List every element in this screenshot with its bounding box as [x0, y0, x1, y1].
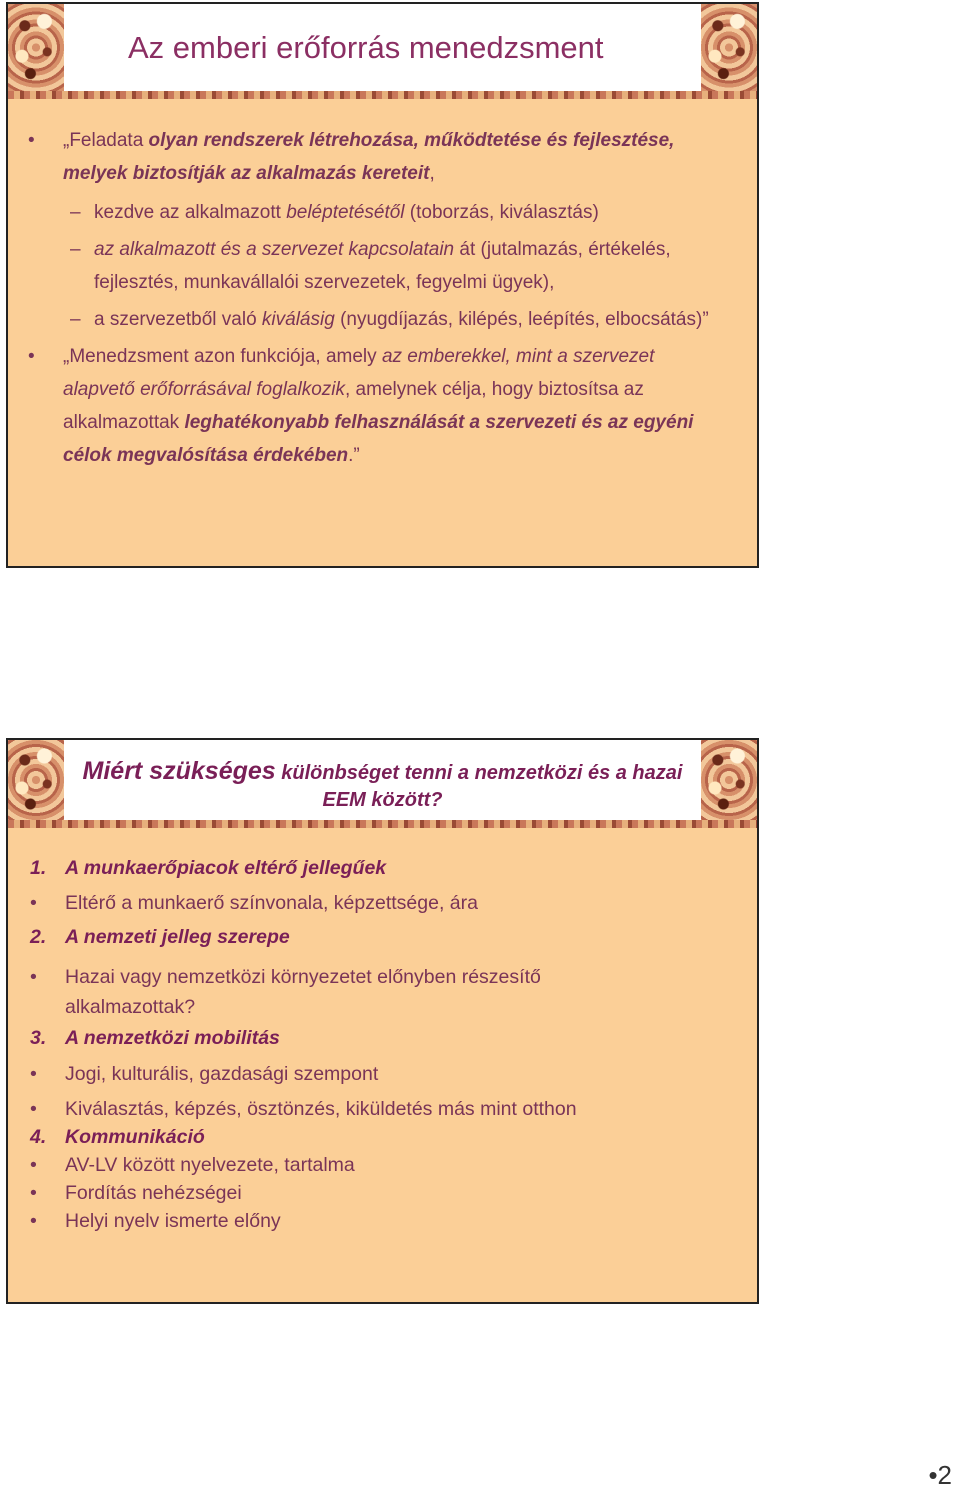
bullet-marker: • — [30, 892, 37, 914]
sub-text: kezdve az alkalmazott — [94, 202, 287, 223]
heading-text: A munkaerőpiacok eltérő jellegűek — [65, 857, 387, 879]
slide-2-title — [64, 758, 701, 814]
sub-text: át (jutalmazás, értékelés, fejlesztés, munkavállalói szervezetek, fegyelmi ügyek), — [94, 239, 671, 293]
sub-text-emphasis: beléptetésétől — [286, 202, 405, 223]
number-marker: 2. — [30, 926, 47, 948]
bullet-marker: • — [30, 1182, 37, 1204]
bullet-text-strong: leghatékonyabb felhasználását a szervezeti és az egyéni célok megvalósítása érdekében — [63, 412, 694, 466]
bullet-text: Hazai vagy nemzetközi környezetet előnyben részesítő alkalmazottak? — [65, 966, 541, 1018]
bullet-text: Eltérő a munkaerő színvonala, képzettsége, ára — [65, 892, 478, 914]
slide-1-header — [8, 4, 757, 99]
bullet-text: Jogi, kulturális, gazdasági szempont — [65, 1063, 379, 1085]
bullet-text-emphasis: olyan rendszerek létrehozása, működtetése és fejlesztése, melyek biztosítják az alkalmazás kereteit — [63, 130, 675, 184]
decorative-pattern-right — [701, 740, 757, 820]
bullet-marker: • — [30, 1210, 37, 1232]
decorative-pattern-left — [8, 4, 64, 91]
sub-text: a szervezetből való — [94, 309, 262, 330]
sub-item — [8, 303, 757, 336]
sub-text: (toborzás, kiválasztás) — [404, 202, 599, 223]
bullet-text: Kiválasztás, képzés, ösztönzés, kiküldetés más mint otthon — [65, 1098, 577, 1120]
bullet-marker: • — [28, 130, 35, 151]
number-marker: 4. — [30, 1126, 47, 1148]
title-emphasis: Miért szükséges — [82, 757, 276, 785]
bullet-marker: • — [30, 1063, 37, 1085]
dash-marker: – — [70, 239, 81, 260]
sub-item — [8, 196, 757, 229]
slide-2-header — [8, 740, 757, 828]
number-marker: 3. — [30, 1027, 47, 1049]
heading-text: A nemzetközi mobilitás — [65, 1027, 280, 1049]
dash-marker: – — [70, 202, 81, 223]
decorative-pattern-right — [701, 4, 757, 91]
bullet-text: , amelynek célja, hogy biztosítsa az alkalmazottak — [63, 379, 644, 433]
bullet-item — [8, 124, 757, 190]
bullet-item — [8, 340, 757, 472]
bullet-text-emphasis: az emberekkel, mint a szervezet alapvető erőforrásával foglalkozik — [63, 346, 655, 400]
sub-text-emphasis: az alkalmazott és a szervezet kapcsolatain — [94, 239, 455, 260]
slide-1-body — [8, 124, 757, 472]
bullet-marker: • — [30, 1154, 37, 1176]
page-number: •2 — [928, 1460, 952, 1490]
sub-text-emphasis: kiválásig — [261, 309, 335, 330]
decorative-pattern-left — [8, 740, 64, 820]
dash-marker: – — [70, 309, 81, 330]
number-marker: 1. — [30, 857, 47, 879]
bullet-text: AV-LV között nyelvezete, tartalma — [65, 1154, 355, 1176]
sub-text: (nyugdíjazás, kilépés, leépítés, elbocsátás)” — [334, 309, 709, 330]
bullet-text: Helyi nyelv ismerte előny — [65, 1210, 281, 1232]
bullet-marker: • — [30, 1098, 37, 1120]
bullet-marker: • — [28, 346, 35, 367]
bullet-marker: • — [30, 966, 37, 988]
bullet-text: „Menedzsment azon funkciója, amely — [63, 346, 382, 367]
bullet-text: „Feladata — [63, 130, 149, 151]
sub-item — [8, 233, 757, 299]
slide-1-title: Az emberi erőforrás menedzsment — [128, 30, 604, 65]
title-text: különbséget tenni a nemzetközi és a hazai EEM között? — [275, 762, 683, 811]
bullet-text: Fordítás nehézségei — [65, 1182, 242, 1204]
heading-text: Kommunikáció — [65, 1126, 205, 1148]
slide-1 — [6, 2, 759, 568]
slide-2 — [6, 738, 759, 1304]
bullet-text: .” — [348, 445, 360, 466]
heading-text: A nemzeti jelleg szerepe — [65, 926, 290, 948]
bullet-text: , — [429, 163, 435, 184]
